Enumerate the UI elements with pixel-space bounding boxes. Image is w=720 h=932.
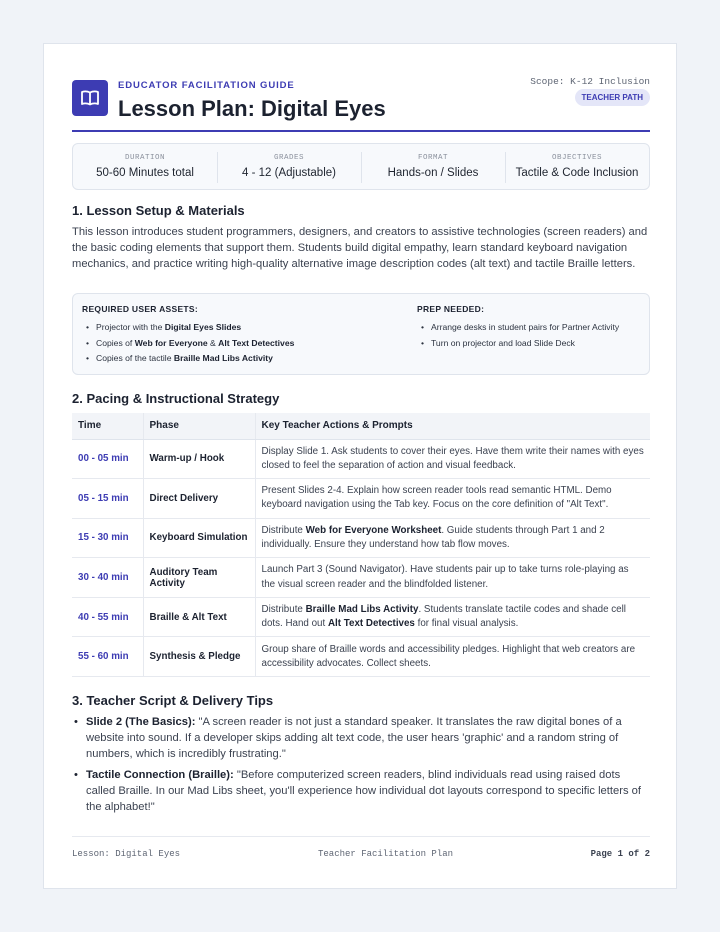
list-item: • Turn on projector and load Slide Deck	[417, 336, 619, 352]
meta-objectives	[505, 144, 649, 189]
list-item	[82, 336, 294, 352]
page-footer	[72, 836, 650, 860]
list-item	[82, 351, 294, 367]
action-cell	[255, 637, 650, 677]
eyebrow-label: EDUCATOR FACILITATION GUIDE	[118, 80, 295, 91]
item-emphasis: Braille Mad Libs Activity	[173, 353, 273, 364]
prep-needed-list	[417, 320, 619, 351]
meta-label: GRADES	[273, 154, 304, 162]
meta-value: Tactile & Code Inclusion	[515, 167, 639, 179]
item-emphasis: Digital Eyes Slides	[164, 322, 242, 332]
document-page	[43, 43, 677, 889]
teacher-path-badge: TEACHER PATH	[575, 89, 650, 106]
column-header-time: Time	[72, 413, 143, 439]
required-assets	[82, 304, 294, 367]
meta-value: 4 - 12 (Adjustable)	[242, 167, 336, 179]
time-cell: 40 - 55 min	[72, 597, 143, 637]
time-cell: 00 - 05 min	[72, 439, 143, 479]
section-heading-script: 3. Teacher Script & Delivery Tips	[72, 693, 274, 708]
action-text: Distribute	[261, 524, 306, 536]
meta-value: Hands-on / Slides	[387, 167, 479, 179]
item-text: Projector with the	[96, 322, 165, 332]
meta-duration	[73, 144, 217, 189]
action-cell	[255, 518, 650, 558]
table-row	[72, 479, 650, 519]
meta-label: DURATION	[124, 154, 165, 162]
phase-cell: Warm-up / Hook	[143, 439, 255, 479]
footer-lesson-name: Lesson: Digital Eyes	[72, 849, 181, 859]
action-text: for final visual analysis.	[414, 618, 519, 630]
action-text: . Guide students through Part 1 and 2 individually. Ensure they understand how tab flow moves.	[261, 524, 605, 550]
meta-label: FORMAT	[417, 154, 448, 162]
column-header-actions: Key Teacher Actions & Prompts	[255, 413, 650, 439]
phase-cell: Auditory Team Activity	[143, 558, 255, 598]
table-row	[72, 637, 650, 677]
table-row	[72, 558, 650, 598]
meta-grades	[217, 144, 361, 189]
delivery-tips-list	[72, 714, 650, 820]
phase-cell: Keyboard Simulation	[143, 518, 255, 558]
footer-doc-title: Teacher Facilitation Plan	[318, 849, 454, 859]
phase-cell: Synthesis & Pledge	[143, 637, 255, 677]
action-cell	[255, 479, 650, 519]
item-emphasis: Alt Text Detectives	[218, 337, 295, 348]
action-text: Distribute	[261, 603, 306, 615]
meta-summary	[72, 143, 650, 190]
tip-label: Tactile Connection (Braille):	[86, 769, 234, 781]
table-row	[72, 597, 650, 637]
phase-cell: Braille & Alt Text	[143, 597, 255, 637]
table-header-row	[72, 413, 650, 439]
meta-value: 50-60 Minutes total	[96, 167, 194, 179]
time-cell: 05 - 15 min	[72, 479, 143, 519]
action-cell	[255, 558, 650, 598]
required-assets-title: REQUIRED USER ASSETS:	[82, 304, 199, 314]
action-emphasis: Braille Mad Libs Activity	[305, 603, 419, 615]
tip-text: "Before computerized screen readers, blind individuals read using raised dots called Braille. In our Mad Libs sheet, you'll experience how individual dot layouts correspond to specific letters of the alphabet!"	[86, 769, 641, 813]
item-text: &	[207, 337, 219, 348]
action-text: Launch Part 3 (Sound Navigator). Have students pair up to take turns role-playing as the visual screen reader and the blindfolded listener.	[261, 564, 629, 590]
tip-label: Slide 2 (The Basics):	[86, 716, 196, 728]
list-item: • Arrange desks in student pairs for Partner Activity	[417, 320, 619, 336]
item-text: Copies of the tactile	[96, 353, 174, 364]
time-cell: 15 - 30 min	[72, 518, 143, 558]
header-divider	[72, 130, 650, 132]
meta-label: OBJECTIVES	[551, 154, 602, 162]
phase-cell: Direct Delivery	[143, 479, 255, 519]
setup-intro-paragraph: This lesson introduces student programmers, designers, and creators to assistive technologies (screen readers) and the basic coding elements that support them. Students build digital empathy, learn standard keyboard navigation mechanics, and practice writing high-quality alternative image description codes (alt text) and tactile Braille letters.	[72, 226, 648, 270]
header	[72, 76, 650, 134]
section-heading-pacing: 2. Pacing & Instructional Strategy	[72, 391, 280, 406]
action-cell	[255, 439, 650, 479]
page-title: Lesson Plan: Digital Eyes	[118, 96, 386, 121]
scope-label: Scope: K-12 Inclusion	[530, 76, 650, 87]
item-text: Copies of	[96, 337, 135, 348]
page-number: Page 1 of 2	[590, 849, 650, 859]
action-text: Group share of Braille words and accessibility pledges. Highlight that web creators are accessibility advocates. Collect sheets.	[261, 643, 636, 669]
action-text: . Students translate tactile codes and shade cell dots. Hand out	[261, 603, 626, 630]
section-heading-setup: 1. Lesson Setup & Materials	[72, 203, 245, 218]
action-text: Present Slides 2-4. Explain how screen reader tools read semantic HTML. Demo keyboard navigation using the Tab key. Focus on the core definition of "Alt Text".	[261, 485, 612, 511]
column-header-phase: Phase	[143, 413, 255, 439]
meta-format	[361, 144, 505, 189]
list-item	[82, 320, 294, 336]
assets-box	[72, 293, 650, 375]
table-row	[72, 439, 650, 479]
pacing-table	[72, 413, 650, 677]
action-text: Display Slide 1. Ask students to cover their eyes. Have them write their names with eyes closed to feel the separation of action and visual feedback.	[261, 445, 644, 471]
time-cell: 30 - 40 min	[72, 558, 143, 598]
action-cell	[255, 597, 650, 637]
list-item	[72, 767, 650, 815]
time-cell: 55 - 60 min	[72, 637, 143, 677]
item-emphasis: Web for Everyone	[134, 337, 208, 348]
prep-needed	[417, 304, 619, 351]
list-item	[72, 714, 650, 762]
action-emphasis: Web for Everyone Worksheet	[305, 524, 442, 536]
table-row	[72, 518, 650, 558]
prep-needed-title: PREP NEEDED:	[417, 304, 485, 314]
book-icon	[72, 80, 108, 116]
required-assets-list	[82, 320, 294, 367]
action-emphasis: Alt Text Detectives	[327, 618, 415, 630]
tip-text: "A screen reader is not just a standard speaker. It translates the raw digital bones of a website into sound. If a developer skips adding alt text code, the user hears 'graphic' and a random string of numbers, which is incredibly frustrating."	[86, 716, 622, 760]
